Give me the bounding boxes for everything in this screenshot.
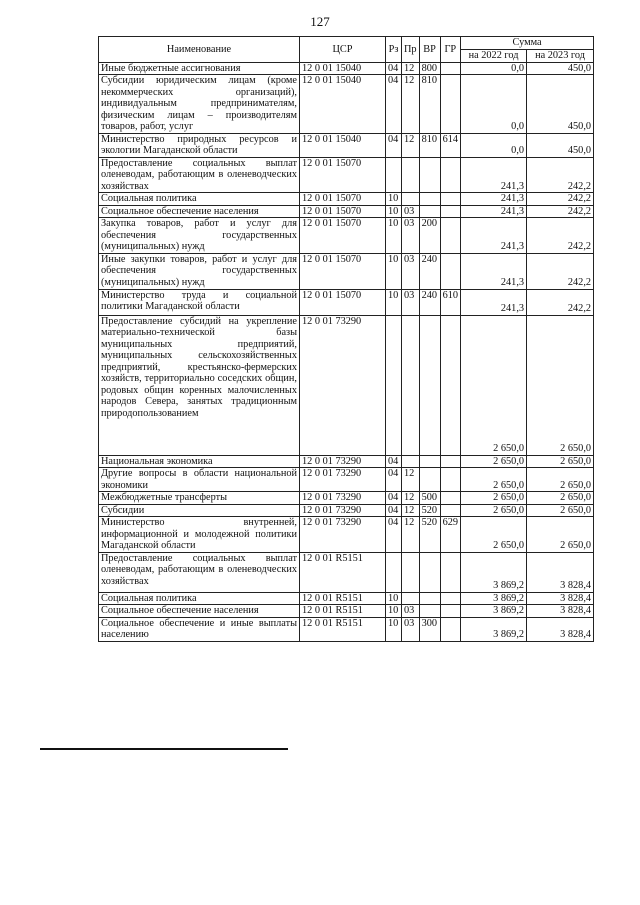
cell-s2022: 241,3 xyxy=(461,289,527,315)
cell-s2022: 241,3 xyxy=(461,218,527,254)
cell-s2022: 0,0 xyxy=(461,133,527,157)
cell-vr xyxy=(419,455,440,468)
cell-name: Социальное обеспечение и иные выплаты населению xyxy=(99,617,300,641)
page-number: 127 xyxy=(310,14,330,29)
cell-vr xyxy=(419,315,440,455)
cell-vr xyxy=(419,193,440,206)
cell-csr: 12 0 01 15070 xyxy=(300,193,386,206)
header-vr: ВР xyxy=(419,37,440,63)
cell-name: Социальная политика xyxy=(99,592,300,605)
cell-vr: 520 xyxy=(419,504,440,517)
cell-s2023: 242,2 xyxy=(527,157,594,193)
cell-rz: 04 xyxy=(386,517,402,553)
cell-s2023: 3 828,4 xyxy=(527,552,594,592)
cell-gr xyxy=(440,617,460,641)
cell-s2023: 242,2 xyxy=(527,205,594,218)
header-pr: Пр xyxy=(402,37,420,63)
cell-csr: 12 0 01 15040 xyxy=(300,62,386,75)
cell-gr xyxy=(440,592,460,605)
cell-gr xyxy=(440,205,460,218)
cell-s2023: 3 828,4 xyxy=(527,617,594,641)
cell-rz: 04 xyxy=(386,468,402,492)
cell-gr xyxy=(440,552,460,592)
cell-pr: 12 xyxy=(402,468,420,492)
header-year-2022: на 2022 год xyxy=(461,50,527,63)
cell-rz: 10 xyxy=(386,205,402,218)
cell-s2022: 2 650,0 xyxy=(461,315,527,455)
table-row xyxy=(99,315,594,455)
cell-gr xyxy=(440,193,460,206)
cell-s2022: 241,3 xyxy=(461,157,527,193)
cell-s2023: 242,2 xyxy=(527,218,594,254)
cell-csr: 12 0 01 73290 xyxy=(300,492,386,505)
table-row xyxy=(99,157,594,193)
cell-s2023: 2 650,0 xyxy=(527,504,594,517)
cell-rz xyxy=(386,157,402,193)
cell-gr xyxy=(440,492,460,505)
cell-rz: 10 xyxy=(386,605,402,618)
cell-s2023: 2 650,0 xyxy=(527,315,594,455)
cell-pr: 12 xyxy=(402,75,420,134)
cell-pr xyxy=(402,193,420,206)
cell-s2023: 242,2 xyxy=(527,289,594,315)
cell-name: Другие вопросы в области национальной экономики xyxy=(99,468,300,492)
cell-csr: 12 0 01 73290 xyxy=(300,468,386,492)
table-row xyxy=(99,592,594,605)
cell-s2023: 2 650,0 xyxy=(527,468,594,492)
table-row xyxy=(99,133,594,157)
cell-pr: 03 xyxy=(402,205,420,218)
cell-rz xyxy=(386,552,402,592)
cell-s2022: 2 650,0 xyxy=(461,455,527,468)
cell-vr xyxy=(419,205,440,218)
cell-gr xyxy=(440,315,460,455)
table-body xyxy=(99,62,594,641)
table-row xyxy=(99,205,594,218)
cell-name: Министерство труда и социальной политики Магаданской области xyxy=(99,289,300,315)
cell-pr xyxy=(402,315,420,455)
cell-name: Иные бюджетные ассигнования xyxy=(99,62,300,75)
cell-name: Национальная экономика xyxy=(99,455,300,468)
cell-pr xyxy=(402,552,420,592)
cell-gr xyxy=(440,468,460,492)
cell-csr: 12 0 01 R5151 xyxy=(300,605,386,618)
table-row xyxy=(99,617,594,641)
header-sum: Сумма xyxy=(461,37,594,50)
cell-pr: 03 xyxy=(402,218,420,254)
cell-s2023: 450,0 xyxy=(527,62,594,75)
cell-gr: 610 xyxy=(440,289,460,315)
cell-rz: 04 xyxy=(386,75,402,134)
cell-rz: 04 xyxy=(386,455,402,468)
cell-gr: 629 xyxy=(440,517,460,553)
cell-name: Межбюджетные трансферты xyxy=(99,492,300,505)
cell-vr: 810 xyxy=(419,133,440,157)
cell-gr xyxy=(440,218,460,254)
cell-rz: 04 xyxy=(386,133,402,157)
table-row xyxy=(99,253,594,289)
cell-s2023: 3 828,4 xyxy=(527,605,594,618)
cell-name: Социальное обеспечение населения xyxy=(99,605,300,618)
cell-rz: 04 xyxy=(386,62,402,75)
cell-gr xyxy=(440,157,460,193)
cell-s2023: 450,0 xyxy=(527,133,594,157)
cell-csr: 12 0 01 15040 xyxy=(300,133,386,157)
cell-s2022: 3 869,2 xyxy=(461,617,527,641)
cell-csr: 12 0 01 R5151 xyxy=(300,592,386,605)
header-rz: Рз xyxy=(386,37,402,63)
cell-pr xyxy=(402,592,420,605)
cell-name: Министерство природных ресурсов и экологии Магаданской области xyxy=(99,133,300,157)
cell-name: Социальная политика xyxy=(99,193,300,206)
cell-gr xyxy=(440,62,460,75)
table-row xyxy=(99,75,594,134)
cell-pr xyxy=(402,455,420,468)
cell-s2022: 2 650,0 xyxy=(461,504,527,517)
table-row xyxy=(99,605,594,618)
cell-vr: 200 xyxy=(419,218,440,254)
header-csr: ЦСР xyxy=(300,37,386,63)
cell-s2022: 2 650,0 xyxy=(461,468,527,492)
cell-csr: 12 0 01 15070 xyxy=(300,205,386,218)
cell-pr: 03 xyxy=(402,617,420,641)
cell-pr: 03 xyxy=(402,253,420,289)
table-row xyxy=(99,517,594,553)
header-gr: ГР xyxy=(440,37,460,63)
cell-s2022: 241,3 xyxy=(461,205,527,218)
cell-name: Закупка товаров, работ и услуг для обеспечения государственных (муниципальных) нужд xyxy=(99,218,300,254)
cell-vr xyxy=(419,552,440,592)
cell-pr: 12 xyxy=(402,492,420,505)
cell-s2022: 3 869,2 xyxy=(461,605,527,618)
cell-csr: 12 0 01 15070 xyxy=(300,218,386,254)
cell-vr: 800 xyxy=(419,62,440,75)
cell-csr: 12 0 01 15040 xyxy=(300,75,386,134)
cell-csr: 12 0 01 R5151 xyxy=(300,552,386,592)
cell-gr xyxy=(440,75,460,134)
cell-vr xyxy=(419,592,440,605)
cell-name: Субсидии xyxy=(99,504,300,517)
cell-s2023: 2 650,0 xyxy=(527,492,594,505)
cell-vr: 300 xyxy=(419,617,440,641)
cell-s2022: 241,3 xyxy=(461,193,527,206)
cell-pr: 03 xyxy=(402,289,420,315)
cell-vr: 500 xyxy=(419,492,440,505)
cell-gr xyxy=(440,605,460,618)
cell-pr: 12 xyxy=(402,62,420,75)
table-row xyxy=(99,552,594,592)
cell-csr: 12 0 01 15070 xyxy=(300,253,386,289)
cell-s2023: 2 650,0 xyxy=(527,517,594,553)
cell-name: Предоставление социальных выплат оленеводам, работающим в оленеводческих хозяйствах xyxy=(99,552,300,592)
cell-s2022: 0,0 xyxy=(461,75,527,134)
cell-vr xyxy=(419,157,440,193)
cell-csr: 12 0 01 R5151 xyxy=(300,617,386,641)
cell-csr: 12 0 01 15070 xyxy=(300,157,386,193)
cell-pr: 12 xyxy=(402,504,420,517)
cell-pr: 12 xyxy=(402,517,420,553)
cell-s2023: 242,2 xyxy=(527,193,594,206)
cell-pr: 12 xyxy=(402,133,420,157)
cell-gr xyxy=(440,504,460,517)
header-name: Наименование xyxy=(99,37,300,63)
cell-csr: 12 0 01 15070 xyxy=(300,289,386,315)
cell-s2023: 3 828,4 xyxy=(527,592,594,605)
cell-rz: 10 xyxy=(386,253,402,289)
cell-csr: 12 0 01 73290 xyxy=(300,455,386,468)
table-row xyxy=(99,492,594,505)
cell-name: Предоставление субсидий на укрепление материально-технической базы муниципальных предприятий, муниципальных сельскохозяйственных предприятий, крестьянско-фермерских хозяйств, территориально соседских общин, родовых общин коренных малочисленных народов Севера, занятых традиционным природопользованием xyxy=(99,315,300,455)
cell-rz: 04 xyxy=(386,504,402,517)
cell-s2023: 242,2 xyxy=(527,253,594,289)
cell-gr: 614 xyxy=(440,133,460,157)
cell-vr xyxy=(419,605,440,618)
cell-rz: 04 xyxy=(386,492,402,505)
cell-name: Иные закупки товаров, работ и услуг для обеспечения государственных (муниципальных) нужд xyxy=(99,253,300,289)
table-row xyxy=(99,504,594,517)
cell-s2022: 3 869,2 xyxy=(461,592,527,605)
cell-name: Субсидии юридическим лицам (кроме некоммерческих организаций), индивидуальным предпринимателям, физическим лицам – производителям товаров, работ, услуг xyxy=(99,75,300,134)
cell-s2022: 2 650,0 xyxy=(461,492,527,505)
cell-s2022: 2 650,0 xyxy=(461,517,527,553)
cell-name: Предоставление социальных выплат оленеводам, работающим в оленеводческих хозяйствах xyxy=(99,157,300,193)
table-row xyxy=(99,468,594,492)
cell-pr: 03 xyxy=(402,605,420,618)
cell-rz xyxy=(386,315,402,455)
cell-rz: 10 xyxy=(386,289,402,315)
cell-gr xyxy=(440,253,460,289)
cell-rz: 10 xyxy=(386,592,402,605)
cell-s2022: 3 869,2 xyxy=(461,552,527,592)
cell-name: Министерство внутренней, информационной и молодежной политики Магаданской области xyxy=(99,517,300,553)
cell-gr xyxy=(440,455,460,468)
footer-rule xyxy=(40,748,288,750)
cell-vr: 240 xyxy=(419,253,440,289)
budget-table xyxy=(98,36,594,642)
cell-name: Социальное обеспечение населения xyxy=(99,205,300,218)
cell-s2022: 241,3 xyxy=(461,253,527,289)
cell-s2023: 450,0 xyxy=(527,75,594,134)
cell-rz: 10 xyxy=(386,617,402,641)
cell-csr: 12 0 01 73290 xyxy=(300,517,386,553)
cell-csr: 12 0 01 73290 xyxy=(300,504,386,517)
cell-s2023: 2 650,0 xyxy=(527,455,594,468)
cell-vr: 520 xyxy=(419,517,440,553)
table-row xyxy=(99,62,594,75)
cell-pr xyxy=(402,157,420,193)
cell-csr: 12 0 01 73290 xyxy=(300,315,386,455)
table-row xyxy=(99,289,594,315)
cell-vr: 810 xyxy=(419,75,440,134)
cell-rz: 10 xyxy=(386,193,402,206)
cell-vr: 240 xyxy=(419,289,440,315)
table-row xyxy=(99,218,594,254)
header-year-2023: на 2023 год xyxy=(527,50,594,63)
cell-vr xyxy=(419,468,440,492)
cell-s2022: 0,0 xyxy=(461,62,527,75)
table-row xyxy=(99,455,594,468)
cell-rz: 10 xyxy=(386,218,402,254)
table-row xyxy=(99,193,594,206)
